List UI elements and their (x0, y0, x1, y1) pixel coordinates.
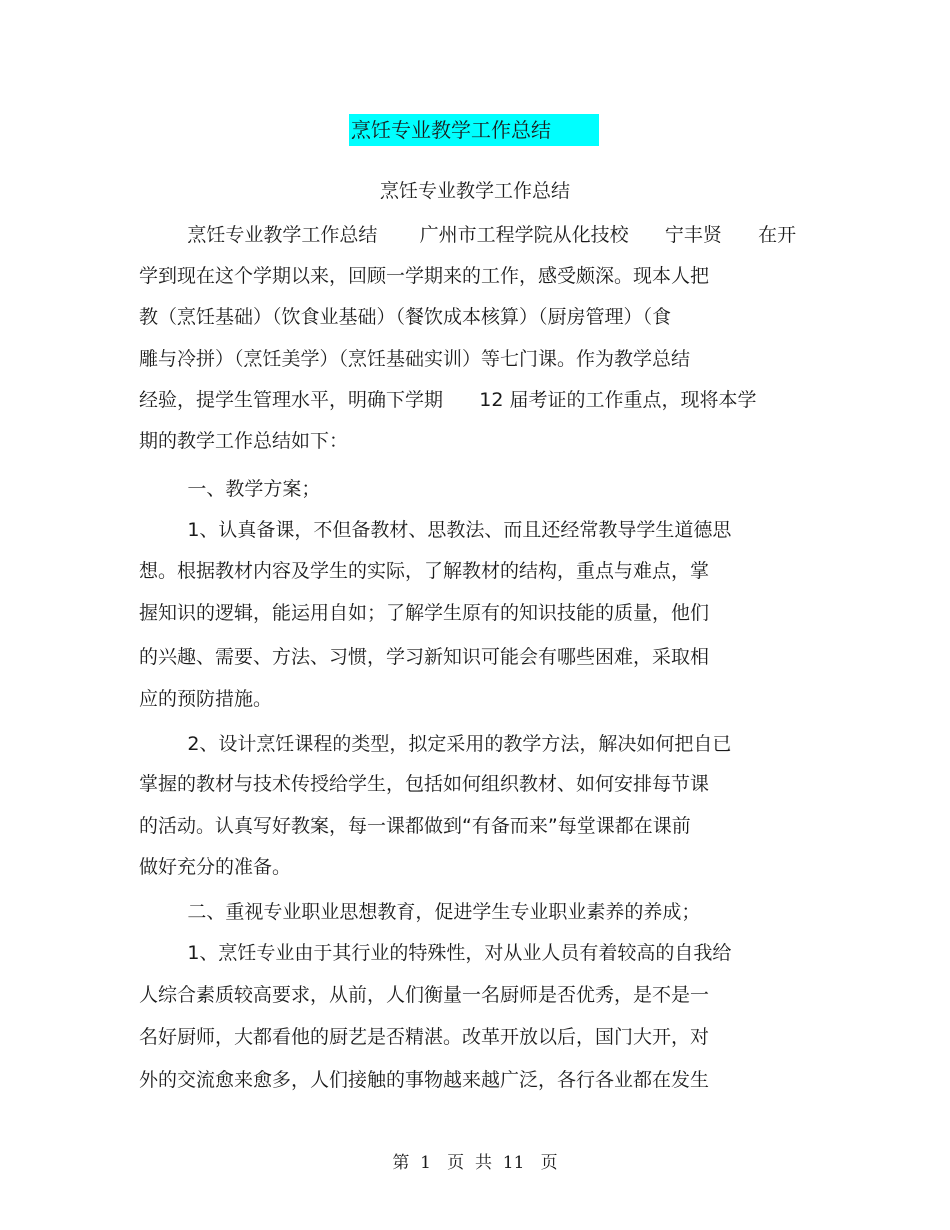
body-line: 学到现在这个学期以来，回顾一学期来的工作，感受颇深。现本人把 (139, 265, 710, 287)
page-footer: 第 1 页 共 11 页 (392, 1153, 558, 1173)
body-line: 人综合素质较高要求，从前，人们衡量一名厨师是否优秀，是不是一 (139, 984, 710, 1006)
body-line: 想。根据教材内容及学生的实际，了解教材的结构，重点与难点，掌 (139, 560, 710, 582)
body-line: 二、重视专业职业思想教育，促进学生专业职业素养的养成； (139, 901, 701, 923)
body-line: 的兴趣、需要、方法、习惯，学习新知识可能会有哪些困难，采取相 (139, 646, 710, 668)
body-line: 2、设计烹饪课程的类型，拟定采用的教学方法，解决如何把自已 (139, 733, 732, 755)
body-line: 教（烹饪基础）（饮食业基础）（餐饮成本核算）（厨房管理）（食 (139, 306, 672, 328)
body-line: 名好厨师，大都看他的厨艺是否精湛。改革开放以后，国门大开，对 (139, 1026, 710, 1048)
body-line: 做好充分的准备。 (139, 856, 292, 878)
body-line: 一、教学方案； (139, 478, 321, 500)
body-line: 经验，提学生管理水平，明确下学期 12 届考证的工作重点，现将本学 (139, 389, 757, 411)
body-line: 期的教学工作总结如下： (139, 430, 349, 452)
body-line: 握知识的逻辑，能运用自如；了解学生原有的知识技能的质量，他们 (139, 602, 710, 624)
document-subtitle: 烹饪专业教学工作总结 (379, 180, 570, 202)
body-line: 雕与冷拼）（烹饪美学）（烹饪基础实训）等七门课。作为教学总结 (139, 348, 691, 370)
body-line: 的活动。认真写好教案，每一课都做到“有备而来”每堂课都在课前 (139, 815, 691, 837)
document-title: 烹饪专业教学工作总结 (351, 118, 551, 142)
body-line: 烹饪专业教学工作总结 广州市工程学院从化技校 宁丰贤 在开 (139, 224, 797, 246)
body-line: 1、认真备课，不但备教材、思教法、而且还经常教导学生道德思 (139, 519, 732, 541)
body-line: 应的预防措施。 (139, 688, 273, 710)
body-line: 掌握的教材与技术传授给学生，包括如何组织教材、如何安排每节课 (139, 773, 710, 795)
body-line: 外的交流愈来愈多，人们接触的事物越来越广泛，各行各业都在发生 (139, 1069, 710, 1091)
body-line: 1、烹饪专业由于其行业的特殊性，对从业人员有着较高的自我给 (139, 942, 732, 964)
